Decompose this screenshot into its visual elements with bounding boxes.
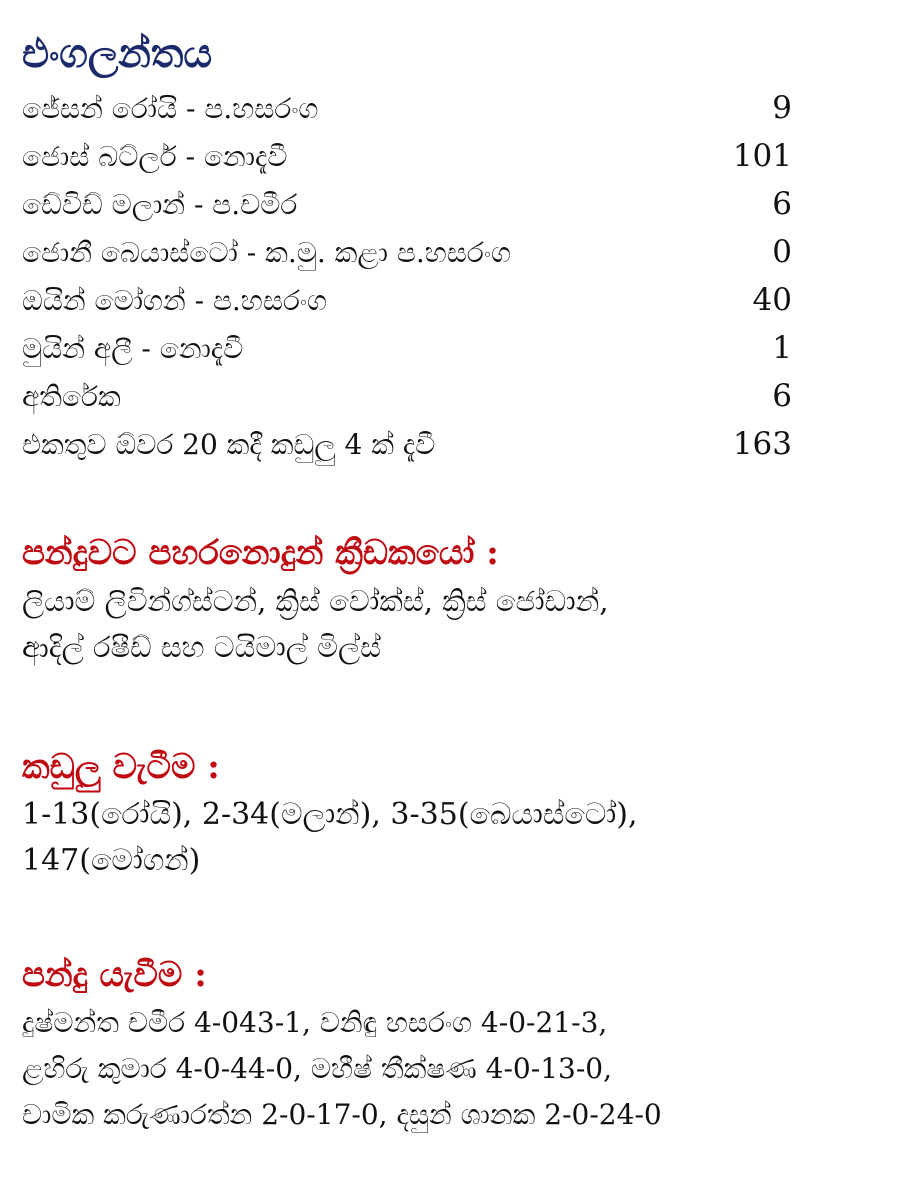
- fall-of-wickets-line: 1-13(රෝයි), 2-34(මලාන්), 3-35(බෙයාස්ටෝ),: [22, 797, 638, 832]
- batting-list: [22, 84, 792, 468]
- batsman-name: මුයින් අලී - නොදැවී: [22, 332, 244, 365]
- batting-row: [22, 276, 792, 324]
- batsman-name: ඔයින් මෝගන් - ප.හසරංග: [22, 284, 328, 317]
- bowling-line: ළහිරු කුමාර 4-0-44-0, මහීෂ් තීක්ෂණ 4-0-13-0,: [22, 1052, 613, 1085]
- batting-row: [22, 228, 792, 276]
- fall-of-wickets-section: [22, 742, 892, 884]
- batting-row: [22, 132, 792, 180]
- did-not-bat-section: [22, 528, 892, 670]
- batsman-runs: 0: [772, 234, 792, 270]
- extras-row: [22, 372, 792, 420]
- batsman-runs: 101: [732, 138, 792, 174]
- batsman-name: ජොනී බෙයාස්ටෝ - ක.මු. කළා ප.හසරංග: [22, 236, 511, 269]
- did-not-bat-line: ලියාම් ලිවින්ග්ස්ටන්, ක්‍රිස් වෝක්ස්, ක්‍රිස් ජෝඩාන්,: [22, 584, 609, 618]
- bowling-title: පන්දු යැවීම :: [22, 955, 207, 995]
- batsman-runs: 40: [752, 282, 792, 318]
- batsman-runs: 6: [772, 186, 792, 222]
- extras-runs: 6: [772, 378, 792, 414]
- batsman-name: ජොස් බට්ලර් - නොදැවී: [22, 140, 288, 173]
- fall-of-wickets-title: කඩුලු වැටීම :: [22, 747, 220, 787]
- batsman-name: ජේසන් රෝයි - ප.හසරංග: [22, 92, 319, 125]
- batting-row: [22, 324, 792, 372]
- batsman-runs: 9: [772, 90, 792, 126]
- extras-label: අතිරේක: [22, 380, 121, 413]
- batsman-runs: 1: [772, 330, 792, 366]
- batting-row: [22, 84, 792, 132]
- bowling-line: චාමික කරුණාරත්න 2-0-17-0, දසුන් ශානක 2-0-24-0: [22, 1098, 662, 1131]
- bowling-line: දුෂ්මන්ත චමීර 4-043-1, වනිඳු හසරංග 4-0-21-3,: [22, 1006, 608, 1039]
- team-title: එංගලන්තය: [22, 30, 213, 77]
- fall-of-wickets-line: 147(මෝගන්): [22, 843, 201, 878]
- total-runs: 163: [732, 426, 792, 462]
- total-label: එකතුව ඕවර 20 කදී කඩුලු 4 ක් දැවී: [22, 428, 436, 461]
- total-row: [22, 420, 792, 468]
- batting-row: [22, 180, 792, 228]
- batsman-name: ඩේවිඩ් මලාන් - ප.චමීර: [22, 188, 298, 221]
- did-not-bat-title: පන්දුවට පහරනොදුන් ක්‍රීඩකයෝ :: [22, 533, 499, 573]
- did-not-bat-line: ආදිල් රෂීඩ් සහ ටයිමාල් මිල්ස්: [22, 630, 381, 664]
- bowling-section: [22, 950, 892, 1138]
